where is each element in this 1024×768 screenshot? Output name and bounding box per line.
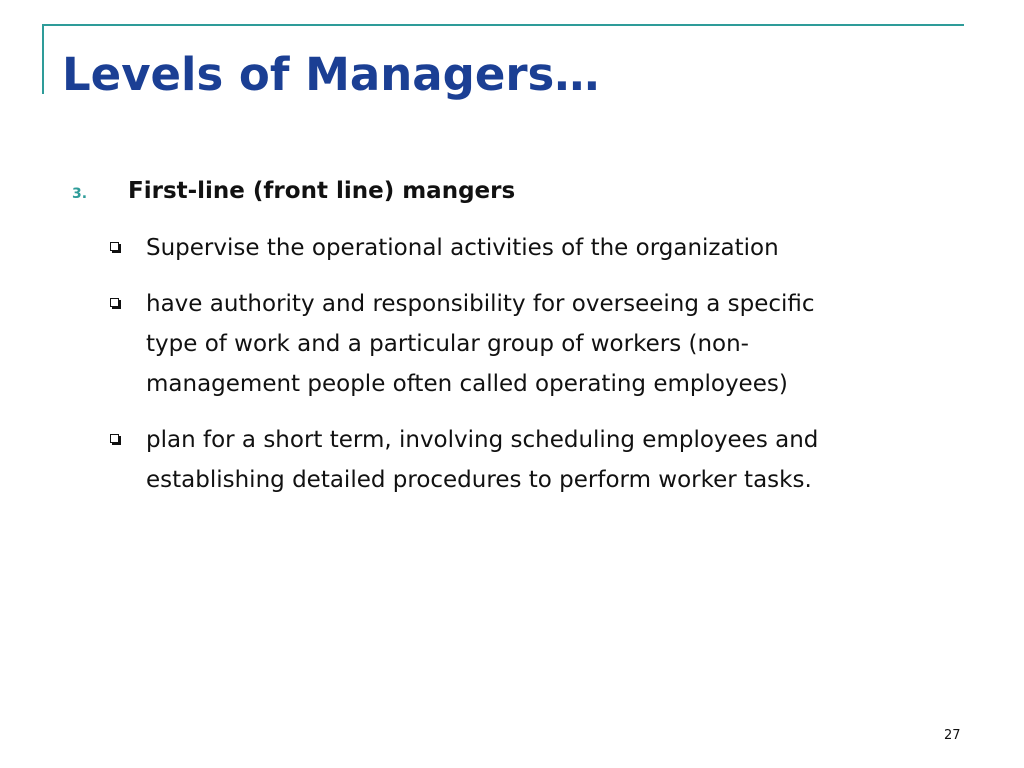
section-number: 3.	[72, 186, 88, 202]
square-bullet-icon	[110, 242, 119, 251]
page-number: 27	[944, 728, 961, 743]
square-bullet-icon	[110, 298, 119, 307]
frame-top-rule	[42, 24, 964, 26]
section-heading: First-line (front line) mangers	[128, 178, 516, 204]
bullet-text: plan for a short term, involving scheduling employees and establishing detailed procedures to perform worker tasks.	[146, 427, 819, 493]
frame-left-rule	[42, 24, 44, 94]
slide-title: Levels of Managers…	[62, 48, 600, 101]
bullet-list	[0, 228, 1024, 516]
square-bullet-icon	[110, 434, 119, 443]
bullet-text: Supervise the operational activities of the organization	[146, 235, 779, 261]
bullet-text: have authority and responsibility for overseeing a specific type of work and a particular group of workers (non- management people often called operating employees)	[146, 291, 815, 397]
bullet-item	[0, 284, 1024, 404]
bullet-item	[0, 420, 1024, 500]
bullet-item	[0, 228, 1024, 268]
